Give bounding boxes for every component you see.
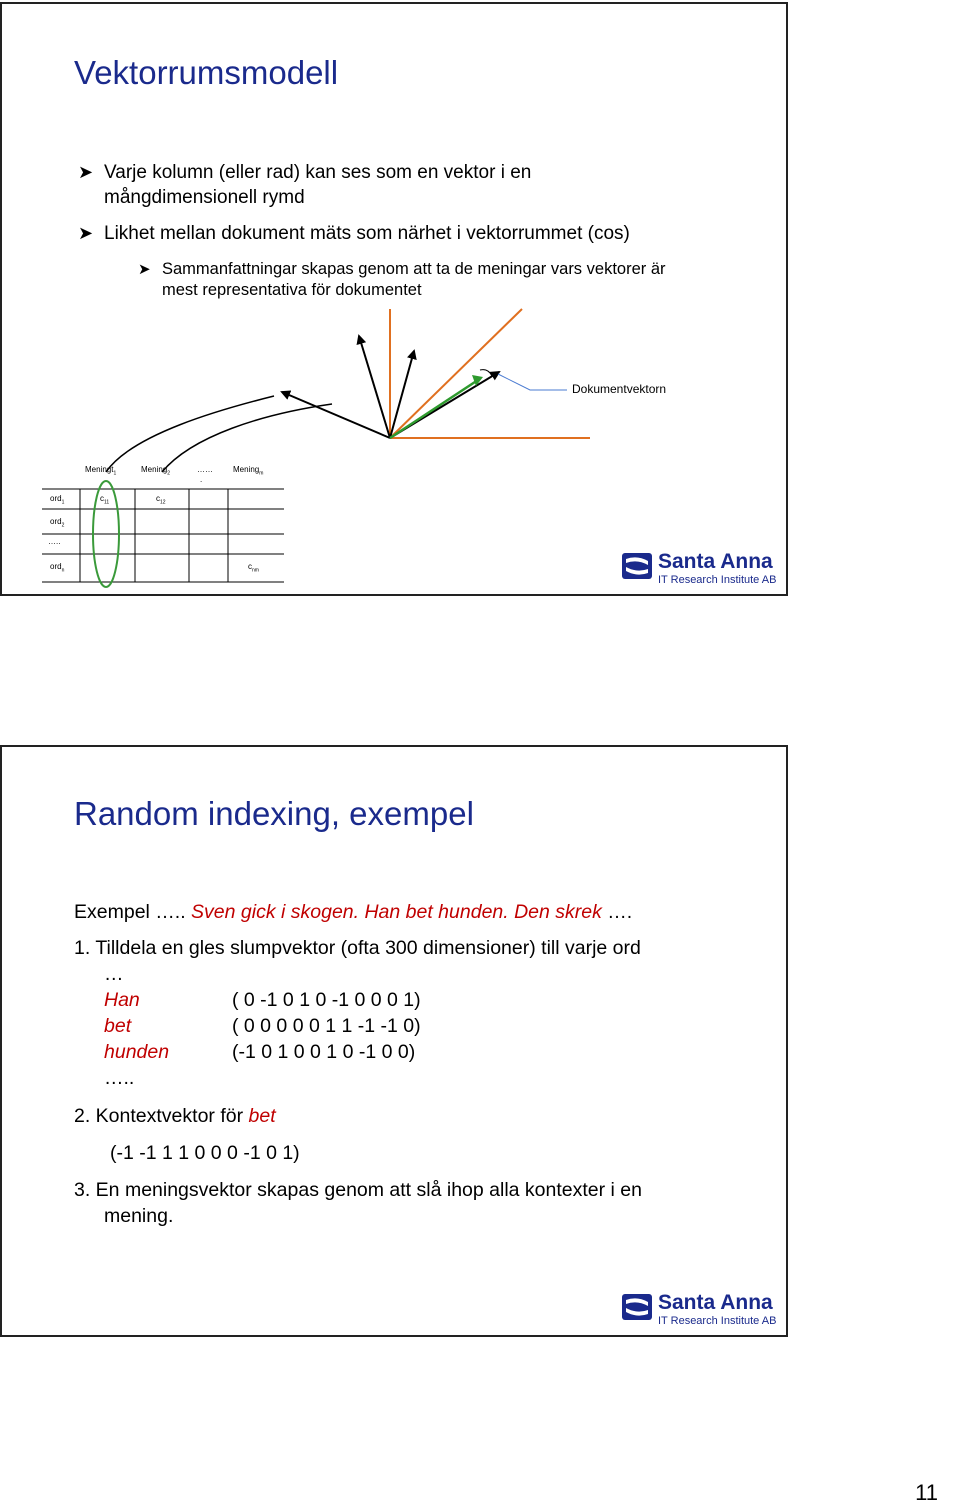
sub-bullet-line-2: mest representativa för dokumentet — [162, 281, 422, 299]
slide-title: Random indexing, exempel — [74, 795, 474, 832]
col-header-3: …… — [197, 465, 213, 474]
slide-random-indexing — [0, 745, 788, 1337]
logo-name: Santa Anna — [658, 550, 773, 573]
logo-mark-icon — [622, 553, 652, 579]
logo-subtitle: IT Research Institute AB — [658, 574, 777, 586]
bullet-1-line-1: Varje kolumn (eller rad) kan ses som en vektor i en — [104, 162, 532, 183]
bullet-1-line-2: mångdimensionell rymd — [104, 187, 305, 208]
curve-arrow-1 — [106, 396, 274, 472]
word-bet: bet — [104, 1015, 132, 1037]
vector-hunden: (-1 0 1 0 0 1 0 -1 0 0) — [232, 1041, 416, 1063]
step-2 — [74, 1103, 276, 1129]
col-header-2: Mening$_2$ — [141, 465, 171, 477]
slide-title: Vektorrumsmodell — [74, 54, 339, 91]
col-header-4: Mening$_m$ — [233, 465, 264, 477]
row-header-2: ord$_2$ — [50, 517, 65, 529]
cell-cnm: $c_{nm}$ — [248, 562, 259, 574]
logo-name: Santa Anna — [658, 1291, 773, 1314]
vector-bet: ( 0 0 0 0 0 1 1 -1 -1 0) — [232, 1015, 421, 1037]
logo-mark-icon — [622, 1294, 652, 1320]
context-vector: (-1 -1 1 1 0 0 0 -1 0 1) — [110, 1142, 300, 1164]
arrow-bullet-icon: ➤ — [78, 223, 94, 243]
step-2-text: 2. Kontextvektor för — [74, 1105, 244, 1127]
arrow-bullet-icon: ➤ — [138, 261, 151, 278]
word-hunden: hunden — [104, 1041, 170, 1063]
col-header-1: Meningt$_1$ — [85, 465, 117, 477]
step-3-line-1: 3. En meningsvektor skapas genom att slå ihop alla kontexter i en — [74, 1179, 642, 1201]
example-line — [74, 899, 632, 925]
vector-han: ( 0 -1 0 1 0 -1 0 0 0 1) — [232, 989, 421, 1011]
row-header-1: ord$_1$ — [50, 494, 65, 506]
step-3-line-2: mening. — [104, 1205, 174, 1227]
example-suffix: …. — [607, 901, 633, 923]
col-header-3-dot: . — [200, 475, 203, 484]
term-sentence-matrix — [2, 4, 788, 596]
bullet-2-line-1: Likhet mellan dokument mäts som närhet i vektorrummet (cos) — [104, 223, 630, 244]
cell-c12: $c_{12}$ — [156, 494, 166, 506]
sub-bullet-line-1: Sammanfattningar skapas genom att ta de meningar vars vektorer är — [162, 260, 666, 278]
arrow-bullet-icon: ➤ — [78, 162, 94, 182]
cell-c11: $c_{11}$ — [100, 494, 110, 506]
logo-subtitle: IT Research Institute AB — [658, 1315, 777, 1327]
santa-anna-logo — [622, 1291, 782, 1328]
word-han: Han — [104, 989, 140, 1011]
example-sentences: Sven gick i skogen. Han bet hunden. Den skrek — [191, 901, 602, 923]
page-number: 11 — [915, 1480, 938, 1505]
curve-arrow-2 — [162, 404, 332, 472]
document-vector-label: Dokumentvektorn — [572, 382, 667, 396]
ellipsis-2: ….. — [104, 1067, 135, 1089]
step-2-word: bet — [248, 1105, 276, 1127]
slide-vektorrumsmodell — [0, 2, 788, 596]
step-1: 1. Tilldela en gles slumpvektor (ofta 300 dimensioner) till varje ord — [74, 937, 641, 959]
ellipsis-1: … — [104, 963, 124, 985]
row-header-4: ord$_n$ — [50, 562, 65, 574]
example-prefix: Exempel ….. — [74, 901, 186, 923]
santa-anna-logo — [622, 550, 782, 587]
row-header-3: ….. — [48, 537, 61, 546]
